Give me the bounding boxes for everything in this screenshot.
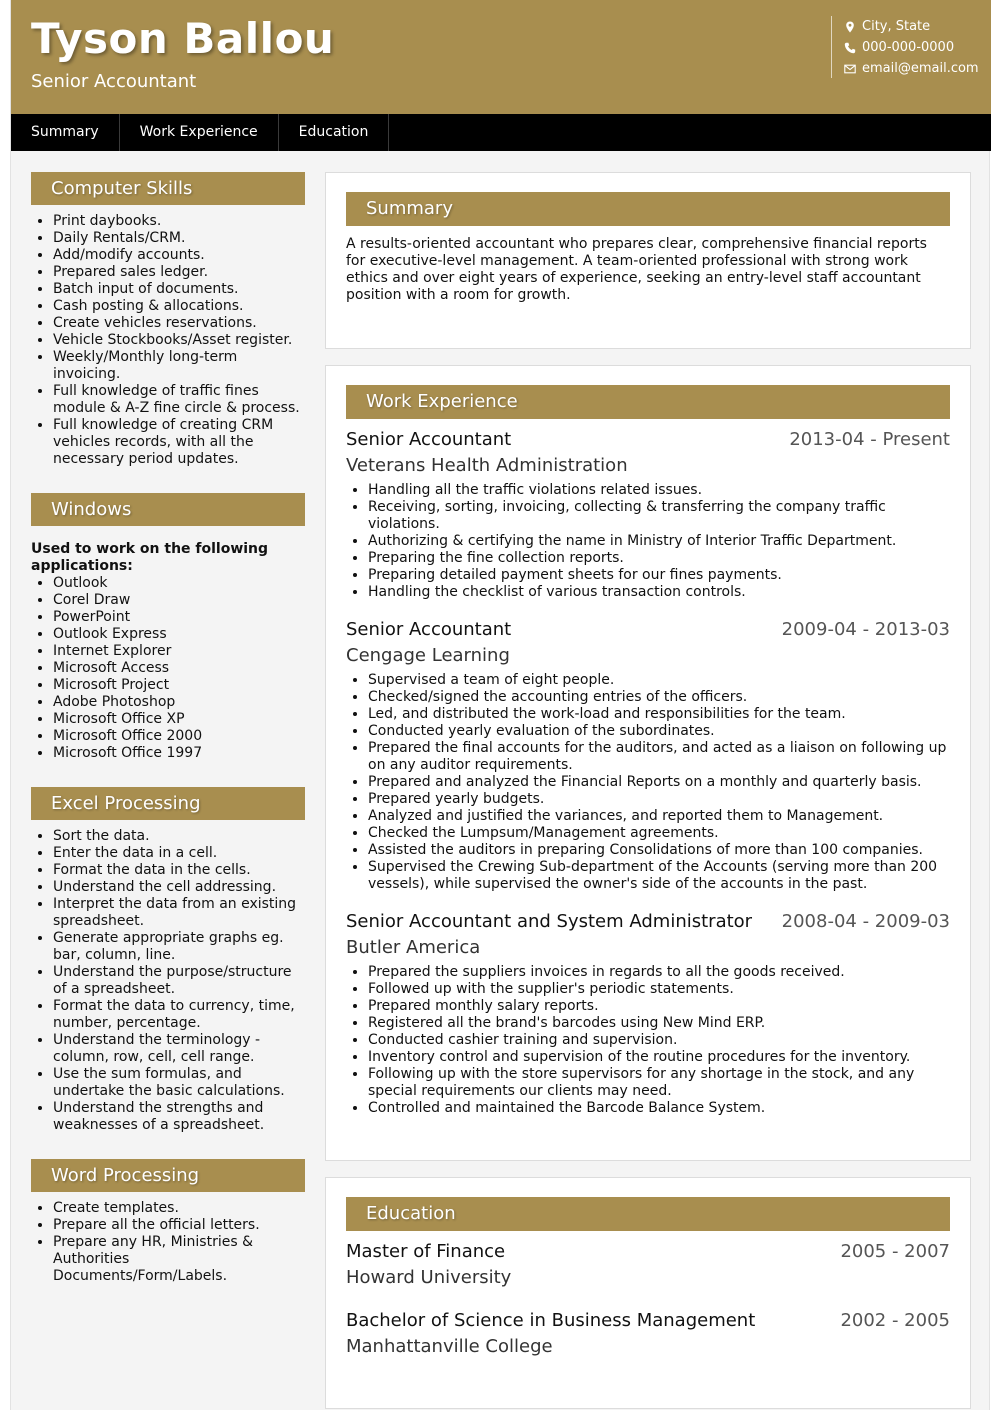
contact-block <box>831 16 979 78</box>
list-item: • Format the data in the cells. <box>53 862 305 879</box>
list-item: • Corel Draw <box>53 592 305 609</box>
map-pin-icon <box>844 21 856 33</box>
list-item: • Led, and distributed the work-load and responsibilities for the team. <box>368 706 950 723</box>
list-item: • Checked the Lumpsum/Management agreements. <box>368 825 950 842</box>
job-title: Senior Accountant and System Administrator <box>346 911 753 932</box>
list-item: • Preparing the fine collection reports. <box>368 550 950 567</box>
resume-header <box>11 0 991 114</box>
list-item: • Assisted the auditors in preparing Consolidations of more than 100 companies. <box>368 842 950 859</box>
excel-heading: Excel Processing <box>31 787 305 820</box>
list-item: • Receiving, sorting, invoicing, collecting & transferring the company traffic violations. <box>368 499 950 533</box>
list-item: • Handling the checklist of various transaction controls. <box>368 584 950 601</box>
list-item: • Full knowledge of traffic fines module & A-Z fine circle & process. <box>53 383 305 417</box>
job-duties-list <box>346 964 950 1117</box>
education-entry <box>346 1241 950 1288</box>
list-item: • Adobe Photoshop <box>53 694 305 711</box>
list-item: • Conducted cashier training and supervision. <box>368 1032 950 1049</box>
windows-list <box>31 575 305 762</box>
degree-title: Master of Finance <box>346 1241 506 1262</box>
email-text[interactable]: email@email.com <box>862 61 979 76</box>
education-card <box>325 1177 971 1409</box>
word-heading: Word Processing <box>31 1159 305 1192</box>
list-item: • Prepared and analyzed the Financial Reports on a monthly and quarterly basis. <box>368 774 950 791</box>
list-item: • Microsoft Project <box>53 677 305 694</box>
resume-page <box>10 0 990 1410</box>
job-entry <box>346 619 950 893</box>
summary-heading: Summary <box>346 192 950 226</box>
list-item: • Registered all the brand's barcodes using New Mind ERP. <box>368 1015 950 1032</box>
job-employer: Butler America <box>346 937 481 958</box>
list-item: • Prepared the suppliers invoices in regards to all the goods received. <box>368 964 950 981</box>
list-item: • Analyzed and justified the variances, and reported them to Management. <box>368 808 950 825</box>
list-item: • Enter the data in a cell. <box>53 845 305 862</box>
phone-text: 000-000-0000 <box>862 40 955 55</box>
word-list <box>31 1200 305 1285</box>
list-item: • Microsoft Office 1997 <box>53 745 305 762</box>
list-item: • Understand the terminology - column, row, cell, cell range. <box>53 1032 305 1066</box>
windows-intro: Used to work on the following applications: <box>31 541 269 574</box>
computer-skills-section <box>31 172 305 468</box>
list-item: • PowerPoint <box>53 609 305 626</box>
job-dates: 2008-04 - 2009-03 <box>781 911 950 932</box>
list-item: • Outlook <box>53 575 305 592</box>
section-nav <box>11 114 991 151</box>
job-title: Senior Accountant <box>346 619 512 640</box>
job-duties-list <box>346 482 950 601</box>
degree-dates: 2002 - 2005 <box>840 1310 950 1331</box>
list-item: • Microsoft Office XP <box>53 711 305 728</box>
list-item: • Followed up with the supplier's periodic statements. <box>368 981 950 998</box>
list-item: • Internet Explorer <box>53 643 305 660</box>
list-item: • Prepare all the official letters. <box>53 1217 305 1234</box>
list-item: • Authorizing & certifying the name in Ministry of Interior Traffic Department. <box>368 533 950 550</box>
contact-email <box>844 58 979 79</box>
job-dates: 2009-04 - 2013-03 <box>781 619 950 640</box>
list-item: • Prepared yearly budgets. <box>368 791 950 808</box>
work-experience-heading: Work Experience <box>346 385 950 419</box>
contact-location <box>844 16 979 37</box>
computer-skills-list <box>31 213 305 468</box>
summary-text: A results-oriented accountant who prepares clear, comprehensive financial reports for executive-level management. A team-oriented professional with strong work ethics and over eight years of experience, seeking an entry-level staff accountant position with a room for growth. <box>346 236 927 303</box>
list-item: • Supervised the Crewing Sub-department of the Accounts (serving more than 200 vessels), while supervised the owner's side of the accounts in the past. <box>368 859 950 893</box>
list-item: • Daily Rentals/CRM. <box>53 230 305 247</box>
list-item: • Following up with the store supervisors for any shortage in the stock, and any special requirements our clients may need. <box>368 1066 950 1100</box>
list-item: • Microsoft Office 2000 <box>53 728 305 745</box>
nav-work-experience[interactable]: Work Experience <box>120 114 279 151</box>
list-item: • Create vehicles reservations. <box>53 315 305 332</box>
computer-skills-heading: Computer Skills <box>31 172 305 205</box>
windows-section <box>31 493 305 762</box>
candidate-title: Senior Accountant <box>31 71 197 92</box>
education-heading: Education <box>346 1197 950 1231</box>
summary-card <box>325 172 971 349</box>
list-item: • Sort the data. <box>53 828 305 845</box>
word-section <box>31 1159 305 1285</box>
candidate-name: Tyson Ballou <box>31 14 335 63</box>
list-item: • Microsoft Access <box>53 660 305 677</box>
list-item: • Prepare any HR, Ministries & Authorities Documents/Form/Labels. <box>53 1234 305 1285</box>
list-item: • Prepared monthly salary reports. <box>368 998 950 1015</box>
list-item: • Handling all the traffic violations related issues. <box>368 482 950 499</box>
job-employer: Cengage Learning <box>346 645 510 666</box>
phone-icon <box>844 42 856 54</box>
list-item: • Conducted yearly evaluation of the subordinates. <box>368 723 950 740</box>
list-item: • Prepared the final accounts for the auditors, and acted as a liaison on following up on any auditor requirements. <box>368 740 950 774</box>
list-item: • Inventory control and supervision of the routine procedures for the inventory. <box>368 1049 950 1066</box>
list-item: • Outlook Express <box>53 626 305 643</box>
list-item: • Full knowledge of creating CRM vehicles records, with all the necessary period updates. <box>53 417 305 468</box>
list-item: • Prepared sales ledger. <box>53 264 305 281</box>
job-entry <box>346 911 950 1117</box>
list-item: • Checked/signed the accounting entries of the officers. <box>368 689 950 706</box>
excel-section <box>31 787 305 1134</box>
degree-dates: 2005 - 2007 <box>840 1241 950 1262</box>
list-item: • Use the sum formulas, and undertake the basic calculations. <box>53 1066 305 1100</box>
job-employer: Veterans Health Administration <box>346 455 628 476</box>
contact-phone <box>844 37 979 58</box>
excel-list <box>31 828 305 1134</box>
list-item: • Batch input of documents. <box>53 281 305 298</box>
nav-summary[interactable]: Summary <box>11 114 120 151</box>
sidebar <box>31 172 305 1310</box>
job-entry <box>346 429 950 601</box>
location-text: City, State <box>862 19 931 34</box>
list-item: • Controlled and maintained the Barcode Balance System. <box>368 1100 950 1117</box>
list-item: • Generate appropriate graphs eg. bar, column, line. <box>53 930 305 964</box>
list-item: • Supervised a team of eight people. <box>368 672 950 689</box>
envelope-icon <box>844 63 856 75</box>
school-name: Manhattanville College <box>346 1336 553 1357</box>
nav-education[interactable]: Education <box>279 114 390 151</box>
list-item: • Weekly/Monthly long-term invoicing. <box>53 349 305 383</box>
list-item: • Format the data to currency, time, number, percentage. <box>53 998 305 1032</box>
list-item: • Add/modify accounts. <box>53 247 305 264</box>
education-entry <box>346 1310 950 1357</box>
school-name: Howard University <box>346 1267 512 1288</box>
list-item: • Understand the purpose/structure of a spreadsheet. <box>53 964 305 998</box>
list-item: • Preparing detailed payment sheets for our fines payments. <box>368 567 950 584</box>
job-duties-list <box>346 672 950 893</box>
job-title: Senior Accountant <box>346 429 512 450</box>
list-item: • Print daybooks. <box>53 213 305 230</box>
windows-heading: Windows <box>31 493 305 526</box>
list-item: • Interpret the data from an existing spreadsheet. <box>53 896 305 930</box>
work-experience-card <box>325 365 971 1161</box>
list-item: • Cash posting & allocations. <box>53 298 305 315</box>
list-item: • Vehicle Stockbooks/Asset register. <box>53 332 305 349</box>
degree-title: Bachelor of Science in Business Management <box>346 1310 756 1331</box>
list-item: • Create templates. <box>53 1200 305 1217</box>
list-item: • Understand the cell addressing. <box>53 879 305 896</box>
job-dates: 2013-04 - Present <box>789 429 950 450</box>
list-item: • Understand the strengths and weaknesses of a spreadsheet. <box>53 1100 305 1134</box>
